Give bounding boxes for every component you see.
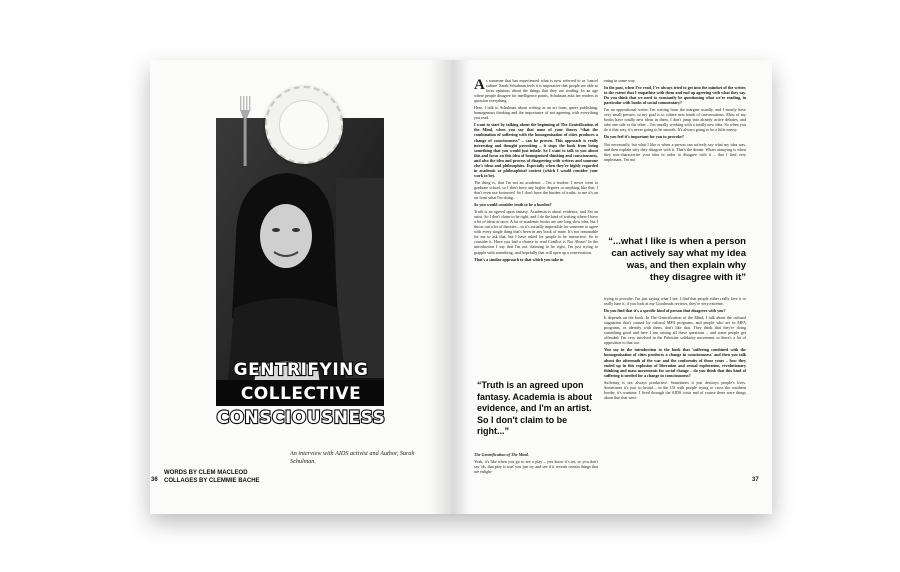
left-page — [150, 60, 452, 514]
pull-quote-right: “...what I like is when a person can actively say what my idea was, and then explain why they disagree with it” — [608, 236, 746, 283]
standfirst: An interview with AIDS activist and Author, Sarah Schulman. — [290, 450, 415, 465]
gutter-shadow-left — [430, 60, 452, 514]
article-column-1-tail — [474, 452, 598, 502]
book-title-line: The Gentrification of The Mind. — [474, 452, 529, 457]
pull-quote-left: “Truth is an agreed upon fantasy. Academia is about evidence, and I'm an artist. So I don't claim to be right...” — [477, 380, 593, 436]
intro-paragraph-2: Here, I talk to Schulman about writing as an art form, queer publishing, homogenous thinking and the importance of not agreeing with everything you read. — [474, 105, 598, 121]
answer: Truth is an agreed upon fantasy. Academia is about evidence, and I'm an artist. So I don't claim to be right, and I do the kind of writing where I have a lot of ideas at once. A lot of academic books are one long slow idea, but I throw out a lot of theories – so it's actually impossible for someone to agree with every single thing that's been in any book of mine. It's not reasonable for me to ask that, but I have asked for people to be interactive. So to consider it. Have you had a chance to read Conflict is Not Abuse? In the introduction I say that I'm not claiming to be right, I'm just trying to grapple with something, and hopefully that will open up a conversation. — [474, 209, 598, 255]
question: In the past, when I've read, I've always tried to get into the mindset of the writer, to the extent that I empathise with them and end up agreeing with what they say. Do you think that we need to constantly be questioning what we're reading, in particular with books of social commentary? — [604, 85, 746, 106]
right-page — [452, 60, 772, 514]
question: That's a similar approach to that which you take in — [474, 256, 564, 262]
headline-line: GENTRIFYING — [233, 360, 369, 380]
answer: Yeah, it's like when you go to see a play – you know it's art, so you don't say 'oh, that play is true' you just try and see if it reveals certain things that are enlight- — [474, 459, 598, 475]
question: I want to start by talking about the beginning of The Gentrification of the Mind, when you say that none of your theory “that the combination of suffering with the homogenisation of cities produces a change of consciousness” – can be proven. This approach is really interesting and thought provoking – it stops the book from being something that you would just inhale. So I want to talk to you about this and focus on this idea of homogenised thinking and consciousness, and also the idea and process of disagreeing with writers and someone else's ideas and philosophies. Especially when they're highly regarded in academic or philosophical context (which I would consider your work to be). — [474, 122, 598, 178]
answer: Not necessarily, but what I like is when a person can actively say what my idea was, and then explain why they disagree with it. That's the dream. Whats annoying is when they mis-characterise your idea in order to disagree with it – that I find very unpleasant. I'm not — [604, 141, 746, 162]
intro-paragraph: s someone that has experienced what is now referred to as 'cancel culture' Sarah Schulman feels it is imperative that people are able to form opinions about the things that they are reading. In an age where people disagree for intelligence points, Schulman asks her readers to question everything. — [474, 78, 598, 104]
paper-plate-icon — [265, 86, 343, 164]
article-column-1 — [474, 78, 598, 378]
page-number-left: 36 — [151, 477, 158, 483]
credits — [164, 469, 260, 485]
drop-cap: A — [474, 78, 485, 93]
writer-credit: WORDS BY CLEM MACLEOD — [164, 470, 248, 476]
gutter-shadow-right — [452, 60, 470, 514]
continued-text: ening in some way. — [604, 78, 636, 83]
fork-icon — [239, 96, 251, 166]
article-headline — [206, 358, 396, 430]
collage-credit: COLLAGES BY CLEMMIE BACHE — [164, 478, 260, 484]
question: Do you find that it's a specific kind of person that disagrees with you? — [604, 308, 726, 314]
headline-line: CONSCIOUSNESS — [216, 408, 386, 428]
answer: trying to provoke, I'm just saying what I see. I find that people either really love it or really hate it, if you look at my Goodreads reviews, they're very extreme. — [604, 296, 746, 307]
answer: The thing is, that I'm not an academic – I'm a teacher. I never went to graduate school, so I don't have any higher degrees or anything like that. I don't even use footnotes! So I don't have the burden of truths, to me it's an art form what I'm doing. — [474, 179, 598, 201]
answer: It depends on the book. In The Gentrification of the Mind, I talk about the cultural stagnation that's caused by cultural MFA programs, and people who are in MFA programs, or identify with them, don't like that. They think that they're doing something good and here I am raising all these questions – and some people get offended. I'm very involved in the Palestine solidarity movement so there's a lot of opposition to that too. — [604, 315, 746, 346]
question: Do you feel it's important for you to provoke? — [604, 134, 684, 140]
answer: Suffering is not always productive. Sometimes it just destroys people's lives. Sometimes it's just so brutal – in the US with people trying to cross the southern border, it's wartime. I lived through the AIDS crisis and of course there were things about that that were — [604, 379, 746, 400]
answer: I'm an oppositional writer. I'm writing from the margins usually, and I mostly have very small presses, so my goal is to cohere new kinds of conversations. Most of my books have totally new ideas in them, I don't jump into already active debates, and take one side or the other – I'm usually working with a totally new idea. So when you do it that way, it's never going to be smooth. It's always going to be a little messy. — [604, 107, 746, 133]
question: You say in the introduction to the book that 'suffering combined with the homogenisation of cities produces a change in consciousness' and then you talk about the aftermath of the war and the conformity of those years – how they ended up in this explosion of liberation and sexual exploration, revolutionary thinking and mass movements for social change – do you think that this kind of suffering is needed for a change in consciousness? — [604, 347, 746, 378]
headline-line: COLLECTIVE — [240, 384, 362, 404]
article-column-2-lower — [604, 296, 746, 504]
article-column-2 — [604, 78, 746, 238]
question: So you would consider truth to be a burden? — [474, 202, 552, 208]
page-number-right: 37 — [752, 477, 759, 483]
